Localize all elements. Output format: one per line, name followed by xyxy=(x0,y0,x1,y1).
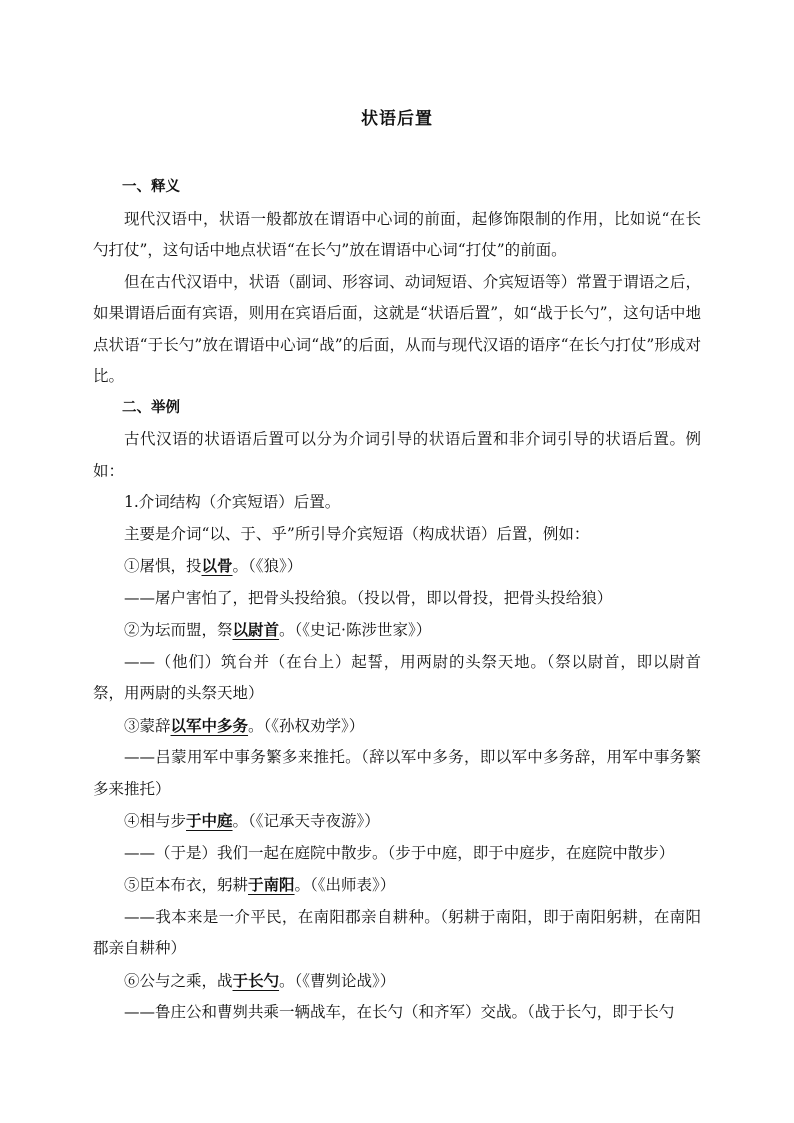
page-title: 状语后置 xyxy=(361,109,433,129)
example-sentence: ⑥公与之乘，战于长勺。（《曹刿论战》） xyxy=(124,970,396,990)
example-sentence: ⑤臣本布衣，躬耕于南阳。（《出师表》） xyxy=(124,875,396,894)
example-explanation: ——（他们）筑台并（在台上）起誓，用两尉的头祭天地。（祭以尉首，即以尉首祭，用两尉的头祭天地） xyxy=(93,652,701,702)
underlined-phrase: 以骨 xyxy=(201,556,233,575)
underlined-phrase: 以尉首 xyxy=(232,620,280,639)
example-sentence: ③蒙辞以军中多务。（《孙权劝学》） xyxy=(124,715,365,735)
underlined-phrase: 于中庭 xyxy=(186,811,233,830)
document-body xyxy=(93,172,701,1029)
example-explanation: ——我本来是一介平民，在南阳郡亲自耕种。（躬耕于南阳，即于南阳躬耕，在南阳郡亲自耕种） xyxy=(93,907,701,957)
example-explanation: ——鲁庄公和曹刿共乘一辆战车，在长勺（和齐军）交战。（战于长勺，即于长勺 xyxy=(124,1003,675,1021)
paragraph: 古代汉语的状语语后置可以分为介词引导的状语后置和非介词引导的状语后置。例如： xyxy=(93,430,701,480)
example-explanation: ——吕蒙用军中事务繁多来推托。（辞以军中多务，即以军中多务辞，用军中事务繁多来推托） xyxy=(93,748,701,798)
paragraph: 主要是介词“以、于、乎”所引导介宾短语（构成状语）后置，例如： xyxy=(124,524,590,543)
underlined-phrase: 于南阳 xyxy=(248,875,295,894)
example-explanation: ——屠户害怕了，把骨头投给狼。（投以骨，即以骨投，把骨头投给狼） xyxy=(124,588,613,607)
example-sentence: ①屠惧，投以骨。（《狼》） xyxy=(124,556,303,575)
subheading: 1.介词结构（介宾短语）后置。 xyxy=(124,493,341,511)
paragraph: 现代汉语中，状语一般都放在谓语中心词的前面，起修饰限制的作用，比如说“在长勺打仗”，这句话中地点状语“在长勺”放在谓语中心词“打仗”的前面。 xyxy=(93,209,701,259)
example-explanation: ——（于是）我们一起在庭院中散步。（步于中庭，即于中庭步，在庭院中散步） xyxy=(124,843,675,862)
underlined-phrase: 于长勺 xyxy=(232,970,280,990)
section-heading-definition: 一、释义 xyxy=(122,179,180,195)
underlined-phrase: 以军中多务 xyxy=(170,715,249,735)
example-sentence: ④相与步于中庭。（《记承天寺夜游》） xyxy=(124,811,380,830)
paragraph: 但在古代汉语中，状语（副词、形容词、动词短语、介宾短语等）常置于谓语之后，如果谓语后面有宾语，则用在宾语后面，这就是“状语后置”，如“战于长勺”，这句话中地点状语“于长勺”放在谓语中心词“战”的后面，从而与现代汉语的语序“在长勺打仗”形成对比。 xyxy=(93,272,701,385)
section-heading-examples: 二、举例 xyxy=(122,399,180,416)
example-sentence: ②为坛而盟，祭以尉首。（《史记·陈涉世家》） xyxy=(124,620,432,639)
